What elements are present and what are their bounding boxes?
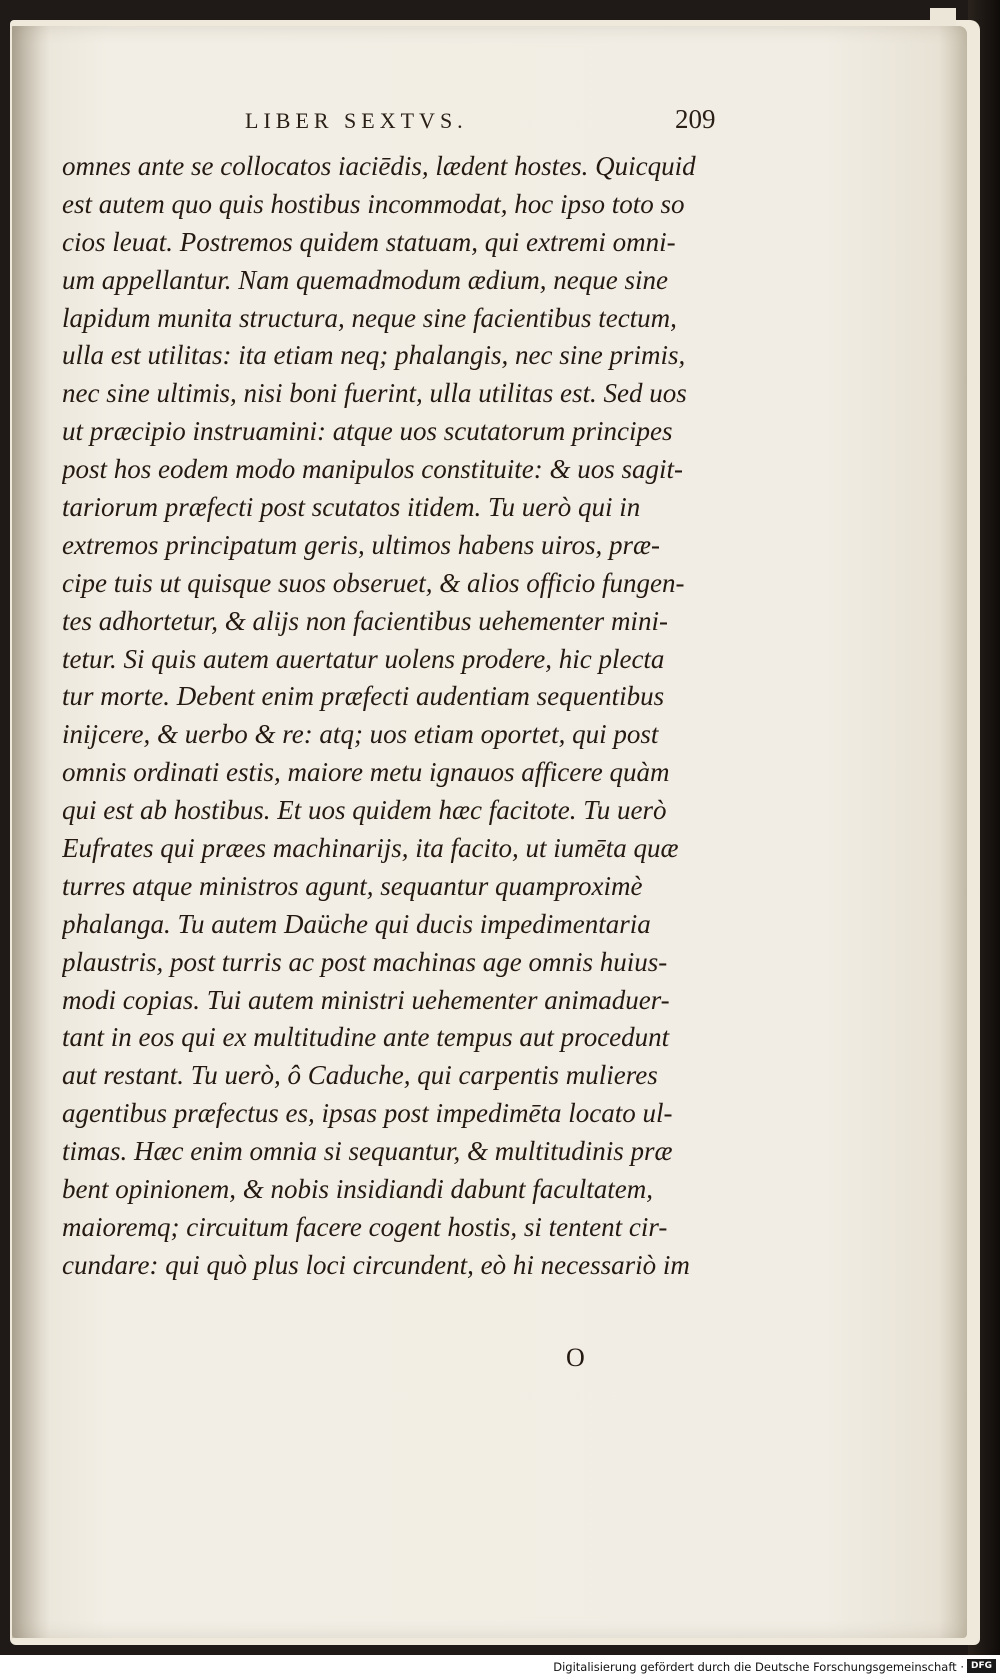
text-line: Eufrates qui præes machinarijs, ita facito, ut iumēta quæ xyxy=(62,833,679,864)
text-line: agentibus præfectus es, ipsas post impedimēta locato ul- xyxy=(62,1098,673,1129)
text-line: tur morte. Debent enim præfecti audentiam sequentibus xyxy=(62,681,665,712)
page-header xyxy=(60,104,740,138)
text-line: omnes ante se collocatos iaciēdis, lædent hostes. Quicquid xyxy=(62,151,696,181)
spine-shadow xyxy=(12,26,50,1638)
text-line: tetur. Si quis autem auertatur uolens prodere, hic plecta xyxy=(62,643,665,674)
text-line: um appellantur. Nam quemadmodum ædium, neque sine xyxy=(62,264,668,295)
text-line: tant in eos qui ex multitudine ante tempus aut procedunt xyxy=(62,1022,670,1053)
text-line: cundare: qui quò plus loci circundent, eò hi necessariò im xyxy=(62,1249,690,1280)
text-line: tes adhortetur, & alijs non facientibus uehementer mini- xyxy=(62,605,668,636)
text-line: lapidum munita structura, neque sine facientibus tectum, xyxy=(62,302,677,333)
text-line: omnis ordinati estis, maiore metu ignauos afficere quàm xyxy=(62,757,670,788)
text-line: qui est ab hostibus. Et uos quidem hæc facitote. Tu uerò xyxy=(62,795,667,826)
text-line: aut restant. Tu uerò, ô Caduche, qui carpentis mulieres xyxy=(62,1060,658,1091)
text-line: nec sine ultimis, nisi boni fuerint, ulla utilitas est. Sed uos xyxy=(62,378,687,409)
text-line: post hos eodem modo manipulos constituite: & uos sagit- xyxy=(62,454,683,485)
text-line: cipe tuis ut quisque suos obseruet, & alios officio fungen- xyxy=(62,567,685,598)
text-line: turres atque ministros agunt, sequantur quamproximè xyxy=(62,870,643,901)
text-line: ut præcipio instruamini: atque uos scutatorum principes xyxy=(62,416,673,447)
text-line: inijcere, & uerbo & re: atq; uos etiam oportet, qui post xyxy=(62,719,659,750)
text-line: cios leuat. Postremos quidem statuam, qui extremi omni- xyxy=(62,226,676,257)
text-line: ulla est utilitas: ita etiam neq; phalangis, nec sine primis, xyxy=(62,340,686,371)
text-line: tariorum præfecti post scutatos itidem. Tu uerò qui in xyxy=(62,492,641,523)
text-line: timas. Hæc enim omnia si sequantur, & multitudinis præ xyxy=(62,1136,673,1167)
text-line: bent opinionem, & nobis insidiandi dabunt facultatem, xyxy=(62,1174,653,1205)
text-line: extremos principatum geris, ultimos habens uiros, præ- xyxy=(62,529,660,560)
funding-credit: Digitalisierung gefördert durch die Deutsche Forschungsgemeinschaft · xyxy=(553,1660,964,1674)
page-number: 209 xyxy=(675,104,716,134)
text-line: est autem quo quis hostibus incommodat, hoc ipso toto so xyxy=(62,188,685,219)
footer xyxy=(0,1655,1000,1677)
text-line: maioremq; circuitum facere cogent hostis, si tentent cir- xyxy=(62,1211,668,1242)
signature-mark: O xyxy=(566,1343,585,1372)
text-line: modi copias. Tui autem ministri uehementer animaduer- xyxy=(62,984,670,1015)
body-text xyxy=(62,148,738,1285)
text-line: plaustris, post turris ac post machinas age omnis huius- xyxy=(62,946,668,977)
text-line: phalanga. Tu autem Daüche qui ducis impedimentaria xyxy=(62,908,651,939)
running-title: LIBER SEXTVS. xyxy=(245,108,468,133)
dfg-logo: DFG xyxy=(967,1659,996,1673)
